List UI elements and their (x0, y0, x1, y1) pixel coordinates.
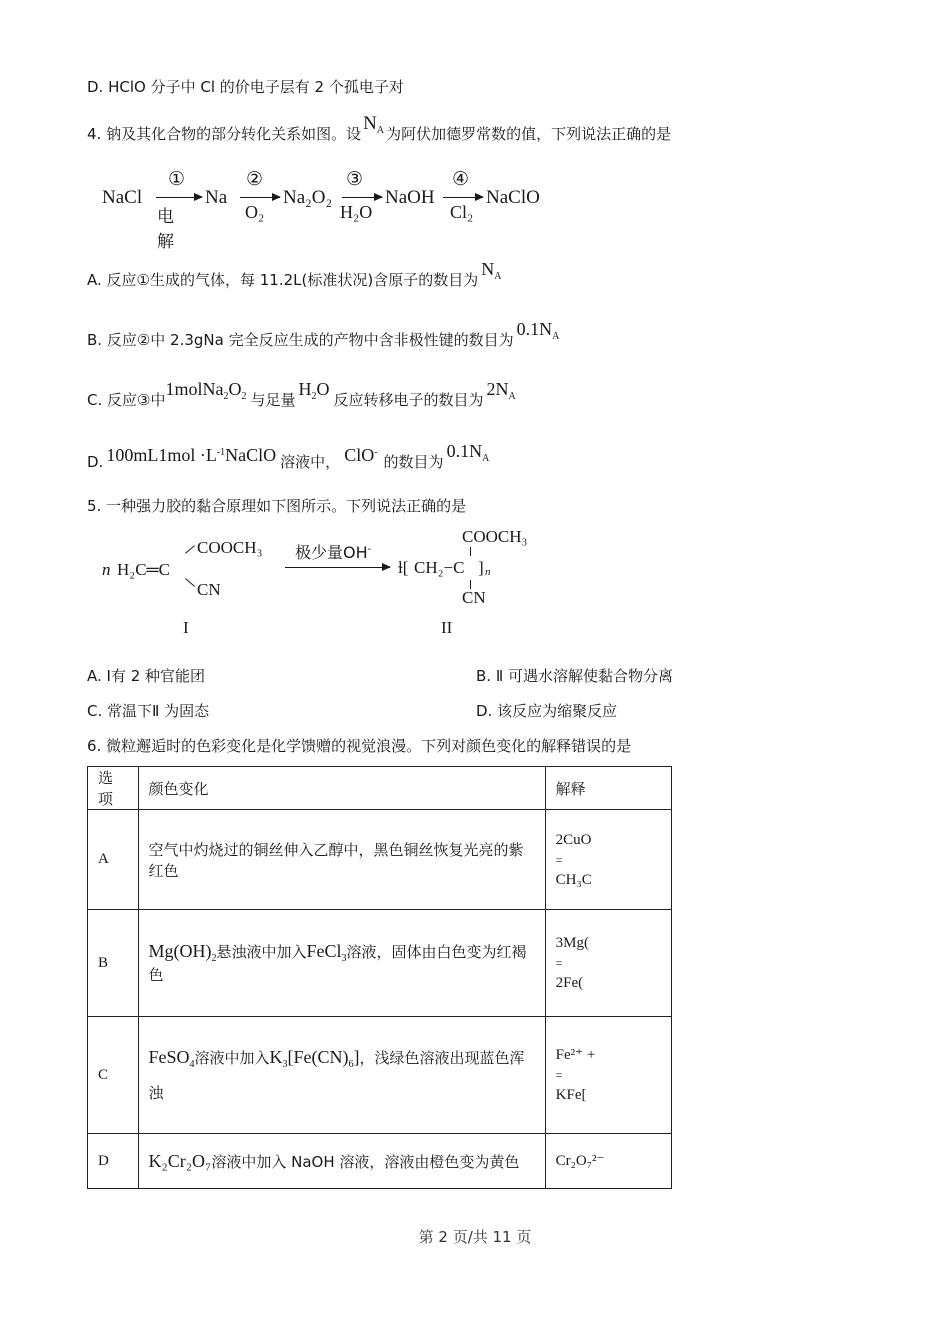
product-bottom-group: CN (462, 588, 486, 607)
q3-option-d: D. HClO 分子中 Cl 的价电子层有 2 个孤电子对 (87, 78, 404, 96)
species-naclo: NaClO (486, 187, 540, 208)
product-main: CH₂−C (414, 558, 465, 577)
q6-stem: 6. 微粒邂逅时的色彩变化是化学馈赠的视觉浪漫。下列对颜色变化的解释错误的是 (87, 737, 632, 755)
row-explanation: Cr₂O₇²⁻ (545, 1134, 671, 1189)
step-3-number: ③ (346, 169, 364, 190)
row-color-change: $Mg(OH)_2$悬浊液中加入FeCl$_3$溶液，固体由白色变为红褐色 (138, 910, 545, 1017)
table-row (88, 910, 672, 1017)
row-explanation: 3Mg( = 2Fe( (545, 910, 671, 1017)
q4-option-d: D. $100mL1mol \cdot L^{-1}NaClO$ 溶液中， ClO-的数目为$0.1N_A$ (87, 441, 490, 471)
step-2-number: ② (246, 169, 264, 190)
table-header-row (88, 767, 672, 810)
reaction-condition: 极少量OH- (295, 543, 372, 562)
row-option: B (88, 910, 139, 1017)
row-explanation: Fe²⁺ + = KFe[ (545, 1017, 671, 1134)
page-number: 第 2 页/共 11 页 (418, 1228, 532, 1246)
product-n: n (485, 566, 491, 578)
q5-option-d: D. 该反应为缩聚反应 (476, 702, 618, 720)
table-row (88, 1134, 672, 1189)
q4-option-b: B. 反应②中 2.3gNa 完全反应生成的产物中含非极性键的数目为$0.1N_A$ (87, 319, 560, 349)
header-option: 选项 (88, 767, 139, 810)
row-color-change: K₂Cr₂O₇溶液中加入 NaOH 溶液，溶液由橙色变为黄色 (138, 1134, 545, 1189)
row-color-change: FeSO$_4$溶液中加入$K_3[Fe(CN)_6]$，浅绿色溶液出现蓝色浑 浊 (138, 1017, 545, 1134)
q5-option-a: A. Ⅰ有 2 种官能团 (87, 667, 206, 685)
step-1-number: ① (168, 169, 186, 190)
product-label: II (441, 618, 453, 637)
reactant-main: H₂C═C (117, 560, 170, 579)
step-3-reagent: H₂O (340, 202, 373, 222)
table-row (88, 810, 672, 910)
reactant-n: n (102, 560, 111, 579)
step-4-reagent: Cl₂ (450, 202, 474, 222)
step-2-reagent: O₂ (245, 202, 265, 222)
q5-option-b: B. Ⅱ 可遇水溶解使黏合物分离 (476, 667, 673, 685)
q5-stem: 5. 一种强力胶的黏合原理如下图所示。下列说法正确的是 (87, 497, 467, 515)
step-1-reagent: 电解 (157, 207, 174, 252)
reactant-bottom-group: CN (197, 580, 221, 599)
header-color-change: 颜色变化 (138, 767, 545, 810)
species-nacl: NaCl (102, 187, 143, 208)
reactant-top-group: COOCH₃ (197, 538, 263, 557)
species-na: Na (205, 187, 228, 208)
color-change-table (87, 766, 672, 1189)
species-na2o2: Na₂O₂ (283, 187, 333, 208)
species-naoh: NaOH (385, 187, 435, 208)
row-option: C (88, 1017, 139, 1134)
na-symbol: $N_A$ (363, 113, 385, 136)
polymer-bracket-close: ] (478, 558, 484, 577)
row-color-change: 空气中灼烧过的铜丝伸入乙醇中，黑色铜丝恢复光亮的紫红色 (138, 810, 545, 910)
step-4-number: ④ (452, 169, 470, 190)
q4-option-c: C. 反应③中$1molNa_2O_2$ 与足量$H_2O$反应转移电子的数目为$2N_A$ (87, 379, 516, 409)
q4-stem: 4. 钠及其化合物的部分转化关系如图。设 $N_A$ 为阿伏加德罗常数的值，下列说法正确的是 (87, 113, 672, 143)
q5-option-c: C. 常温下Ⅱ 为固态 (87, 702, 210, 720)
polymer-bracket-open: ɫ[ (398, 558, 409, 577)
q4-option-a: A. 反应①生成的气体，每 11.2L(标准状况)含原子的数目为$N_A$ (87, 259, 502, 289)
header-explanation: 解释 (545, 767, 671, 810)
row-option: D (88, 1134, 139, 1189)
table-row (88, 1017, 672, 1134)
row-option: A (88, 810, 139, 910)
row-explanation: 2CuO = CH₃C (545, 810, 671, 910)
reactant-label: I (183, 618, 189, 637)
product-top-group: COOCH₃ (462, 527, 528, 546)
